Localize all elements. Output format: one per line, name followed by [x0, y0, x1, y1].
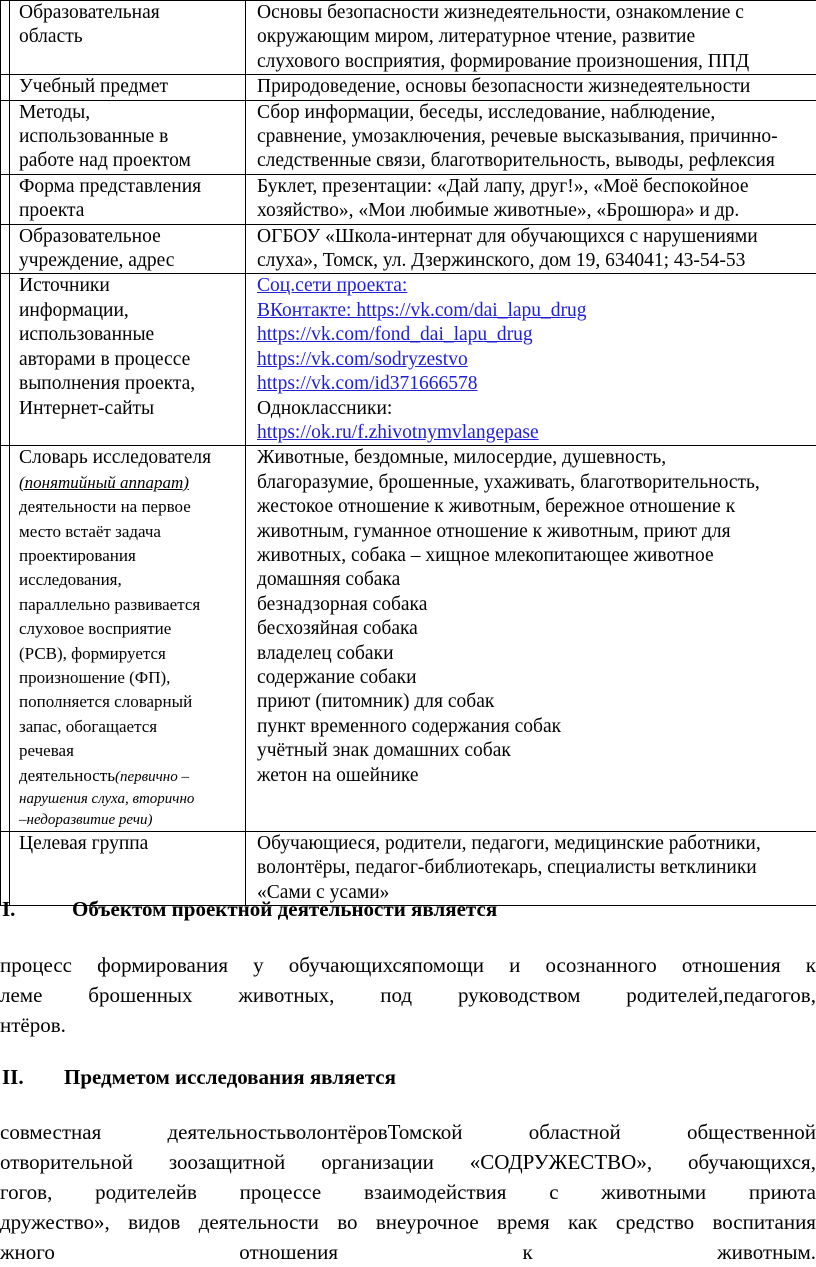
paragraph-word: леме [0, 980, 42, 1010]
paragraph-word: средство [616, 1207, 694, 1237]
row-value-line: Обучающиеся, родители, педагоги, медицинские работники, [257, 832, 816, 856]
row-label-line: использованные в [19, 125, 243, 149]
paragraph-word: животными [601, 1177, 706, 1207]
row-label-note: нарушения слуха, вторично [19, 789, 243, 810]
paragraph-word: внеурочное [376, 1207, 479, 1237]
row-value-cell [246, 1, 816, 75]
row-label-line: (РСВ), формируется [19, 642, 243, 666]
paragraph-line [0, 980, 816, 1010]
row-value-line: приют (питомник) для собак [257, 690, 816, 714]
paragraph-word: с [549, 1177, 558, 1207]
section-2-title: Предметом исследования является [64, 1065, 396, 1090]
row-value-line: животным, гуманное отношение к животным, приют для [257, 520, 816, 544]
paragraph-word: животным. [717, 1237, 816, 1267]
paragraph-word: видов [128, 1207, 180, 1237]
row-label-line: параллельно развивается [19, 593, 243, 617]
paragraph-word: гогов, [0, 1177, 52, 1207]
paragraph-word: во [337, 1207, 357, 1237]
paragraph-word: время [497, 1207, 550, 1237]
paragraph-word: обучающихсяпомощи [289, 950, 484, 980]
paragraph-word: зоозащитной [169, 1147, 285, 1177]
table-row [1, 1, 816, 75]
paragraph-word: к [523, 1237, 533, 1267]
row-value-line: хозяйство», «Мои любимые животные», «Брошюра» и др. [257, 199, 816, 223]
section-1-title: Объектом проектной деятельности является [72, 897, 497, 922]
row-value-line: домашняя собака [257, 568, 816, 592]
source-link[interactable]: https://ok.ru/f.zhivotnymvlangepase [257, 421, 816, 445]
row-label-line: деятельность(первично – [19, 764, 243, 789]
row-label-cell [10, 224, 246, 274]
row-label-line: выполнения проекта, [19, 372, 243, 396]
row-value-line: бесхозяйная собака [257, 617, 816, 641]
row-margin-cell [1, 174, 10, 224]
row-value-line: Буклет, презентации: «Дай лапу, друг!», «Моё беспокойное [257, 175, 816, 199]
row-value-line: волонтёры, педагог-библиотекарь, специалисты ветклиники [257, 856, 816, 880]
paragraph-word: руководством [458, 980, 580, 1010]
row-label-line: (понятийный аппарат) [19, 471, 243, 495]
row-label-line: Методы, [19, 101, 243, 125]
paragraph-word: процесс [0, 950, 72, 980]
paragraph-word: областной [529, 1117, 621, 1147]
table-row [1, 274, 816, 446]
row-value-cell [246, 274, 816, 446]
row-value-line: пункт временного содержания собак [257, 715, 816, 739]
paragraph-word: отношения [682, 950, 781, 980]
row-margin-cell [1, 1, 10, 75]
row-label-line: использованные [19, 323, 243, 347]
row-margin-cell [1, 274, 10, 446]
section-1-paragraph [0, 950, 816, 1040]
paragraph-line [0, 1207, 816, 1237]
paragraph-line [0, 950, 816, 980]
paragraph-word: обучающихся, [688, 1147, 816, 1177]
row-label-cell [10, 75, 246, 100]
row-value-line: Животные, бездомные, милосердие, душевность, [257, 446, 816, 470]
paragraph-word: жного [0, 1237, 55, 1267]
paragraph-word: родителейв [95, 1177, 197, 1207]
row-value-line: жетон на ошейнике [257, 764, 816, 788]
row-label-line: информации, [19, 299, 243, 323]
row-label-line: проекта [19, 199, 243, 223]
row-label-line: деятельности на первое [19, 495, 243, 519]
row-label-note: (первично – [115, 769, 189, 785]
paragraph-word: у [253, 950, 264, 980]
row-label-line: Целевая группа [19, 832, 243, 856]
paragraph-word: осознанного [545, 950, 656, 980]
row-label-cell [10, 1, 246, 75]
paragraph-word: воспитания [712, 1207, 815, 1237]
row-label-line: речевая [19, 739, 243, 763]
row-value-line: учётный знак домашних собак [257, 739, 816, 763]
row-margin-cell [1, 75, 10, 100]
row-value-line: слуха», Томск, ул. Дзержинского, дом 19, 634041; 43-54-53 [257, 249, 816, 273]
paragraph-word: как [568, 1207, 597, 1237]
row-value-line: содержание собаки [257, 666, 816, 690]
row-value-line: следственные связи, благотворительность, выводы, рефлексия [257, 149, 816, 173]
row-value-line: жестокое отношение к животным, бережное отношение к [257, 495, 816, 519]
row-label-line: Форма представления [19, 175, 243, 199]
row-label-line: пополняется словарный [19, 690, 243, 714]
row-value-cell [246, 100, 816, 174]
paragraph-line [0, 1117, 816, 1147]
row-label-line: Словарь исследователя [19, 446, 243, 470]
row-margin-cell [1, 100, 10, 174]
row-label-line: Источники [19, 274, 243, 298]
row-label-line: область [19, 25, 243, 49]
row-value-cell [246, 174, 816, 224]
paragraph-word: деятельности [199, 1207, 319, 1237]
row-margin-cell [1, 224, 10, 274]
paragraph-line [0, 1177, 816, 1207]
row-label-note: –недоразвитие речи) [19, 810, 243, 831]
row-value-cell [246, 75, 816, 100]
row-value-cell [246, 832, 816, 906]
table-row [1, 174, 816, 224]
row-label-line: Учебный предмет [19, 75, 243, 99]
row-value-cell [246, 446, 816, 832]
row-label-line: учреждение, адрес [19, 249, 243, 273]
paragraph-word: дружество», [0, 1207, 110, 1237]
row-value-line: ОГБОУ «Школа-интернат для обучающихся с нарушениями [257, 225, 816, 249]
row-label-line: запас, обогащается [19, 715, 243, 739]
paragraph-word: к [806, 950, 816, 980]
row-label-cell [10, 446, 246, 832]
row-label-line: проектирования [19, 544, 243, 568]
paragraph-word: совместная [0, 1117, 101, 1147]
table-row [1, 224, 816, 274]
row-value-line: безнадзорная собака [257, 593, 816, 617]
row-label-line: исследования, [19, 568, 243, 592]
row-value-line: сравнение, умозаключения, речевые высказывания, причинно- [257, 125, 816, 149]
source-link[interactable]: Соц.сети проекта: [257, 274, 816, 298]
paragraph-word: и [509, 950, 520, 980]
row-label-cell [10, 174, 246, 224]
row-label-line: Образовательная [19, 1, 243, 25]
row-value-line: животных, собака – хищное млекопитающее животное [257, 544, 816, 568]
paragraph-word: общественной [687, 1117, 816, 1147]
row-label-line: произношение (ФП), [19, 666, 243, 690]
paragraph-word: процессе [240, 1177, 322, 1207]
table-row [1, 75, 816, 100]
row-value-line: Сбор информации, беседы, исследование, наблюдение, [257, 101, 816, 125]
row-label-line: слуховое восприятие [19, 617, 243, 641]
row-value-line: «Сами с усами» [257, 881, 816, 905]
paragraph-word: приюта [749, 1177, 816, 1207]
paragraph-line [0, 1147, 816, 1177]
source-link[interactable]: https://vk.com/sodryzestvo [257, 348, 816, 372]
paragraph-word: формирования [97, 950, 228, 980]
paragraph-word: деятельностьволонтёровТомской [167, 1117, 462, 1147]
paragraph-word: родителей,педагогов, [626, 980, 816, 1010]
paragraph-word: нтёров. [0, 1010, 66, 1040]
paragraph-word: «СОДРУЖЕСТВО», [470, 1147, 652, 1177]
row-value-line: слухового восприятия, формирование произношения, ППД [257, 50, 816, 74]
paragraph-line [0, 1010, 816, 1040]
row-label-cell [10, 100, 246, 174]
paragraph-word: животных, [238, 980, 334, 1010]
section-1-number: I. [2, 897, 15, 922]
paragraph-line [0, 1237, 816, 1267]
section-2-paragraph [0, 1117, 816, 1267]
row-label-line: Интернет-сайты [19, 397, 243, 421]
row-margin-cell [1, 446, 10, 832]
table-row [1, 446, 816, 832]
source-link[interactable]: ВКонтакте: https://vk.com/dai_lapu_drug [257, 299, 816, 323]
row-label-cell [10, 832, 246, 906]
paragraph-word: организации [321, 1147, 434, 1177]
paragraph-word: брошенных [88, 980, 192, 1010]
source-link[interactable]: https://vk.com/fond_dai_lapu_drug [257, 323, 816, 347]
row-value-line: окружающим миром, литературное чтение, развитие [257, 25, 816, 49]
row-label-line: авторами в процессе [19, 348, 243, 372]
row-value-cell [246, 224, 816, 274]
row-margin-cell [1, 832, 10, 906]
row-label-line: Образовательное [19, 225, 243, 249]
source-link[interactable]: https://vk.com/id371666578 [257, 372, 816, 396]
paragraph-word: взаимодействия [364, 1177, 507, 1207]
row-label-line: работе над проектом [19, 149, 243, 173]
row-value-line: Основы безопасности жизнедеятельности, ознакомление с [257, 1, 816, 25]
row-label-cell [10, 274, 246, 446]
table-row [1, 100, 816, 174]
row-value-line: Природоведение, основы безопасности жизнедеятельности [257, 75, 816, 99]
paragraph-word: отворительной [0, 1147, 133, 1177]
table-row [1, 832, 816, 906]
row-value-line: владелец собаки [257, 642, 816, 666]
paragraph-word: отношения [239, 1237, 338, 1267]
source-label: Одноклассники: [257, 397, 816, 421]
section-2-number: II. [2, 1065, 24, 1090]
row-value-line: благоразумие, брошенные, ухаживать, благотворительность, [257, 471, 816, 495]
row-label-line: место встаёт задача [19, 520, 243, 544]
paragraph-word: под [380, 980, 412, 1010]
